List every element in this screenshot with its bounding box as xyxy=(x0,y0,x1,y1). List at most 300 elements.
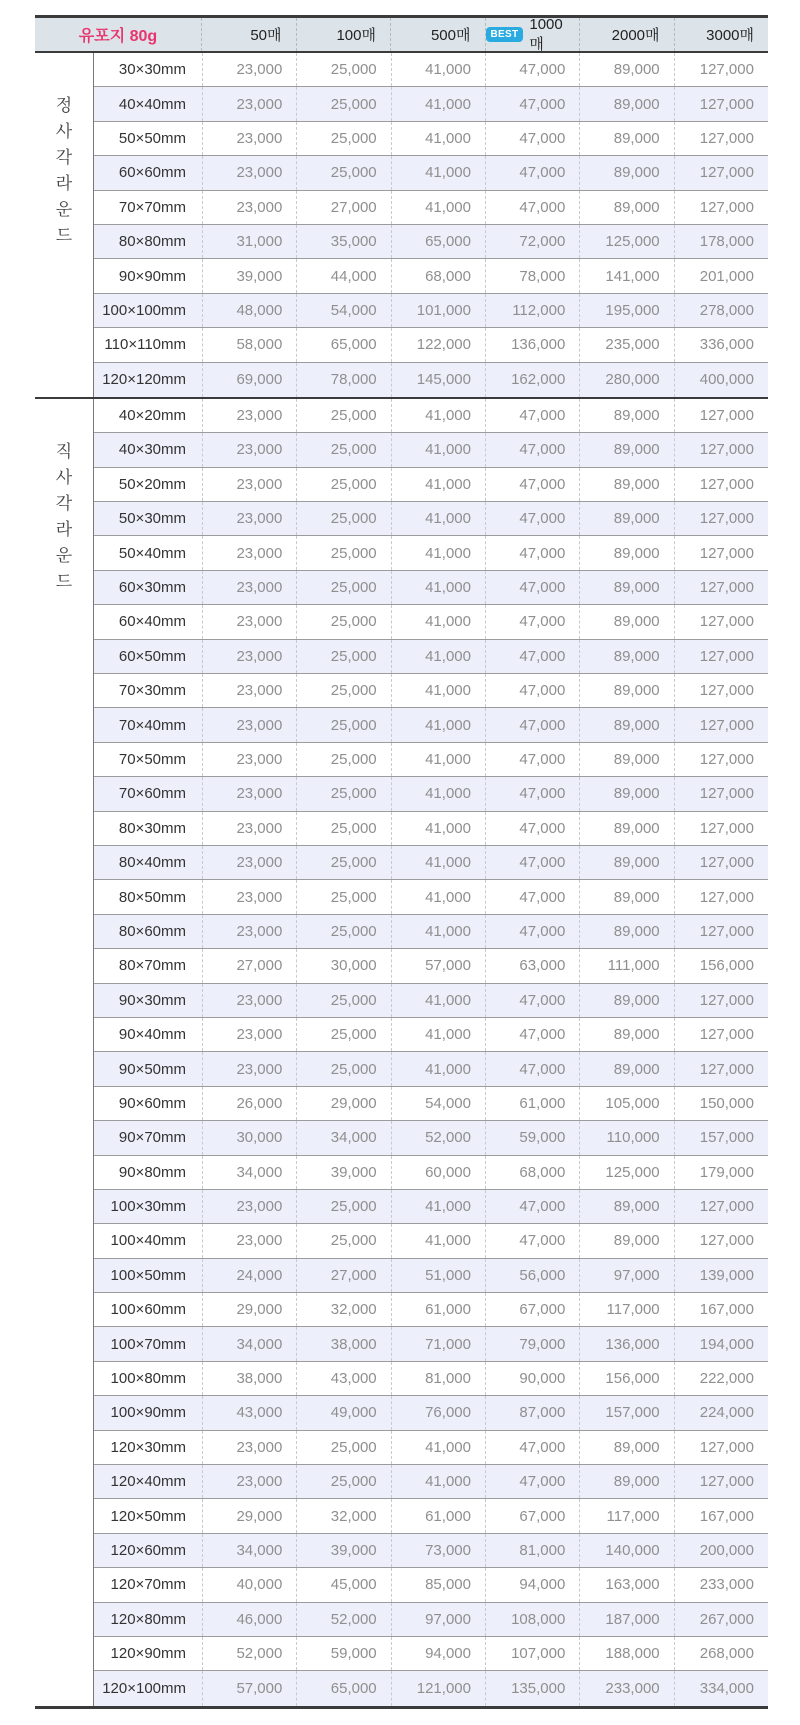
quantity-column-label: 3000매 xyxy=(706,27,754,44)
size-cell: 50×40mm xyxy=(118,544,186,562)
group-label-char: 운 xyxy=(55,545,73,565)
price-cell: 268,000 xyxy=(674,1637,768,1670)
price-cell: 47,000 xyxy=(485,156,579,189)
quantity-column-label: 50매 xyxy=(250,27,282,44)
price-cell: 35,000 xyxy=(296,225,390,258)
price-cell: 145,000 xyxy=(391,363,485,397)
price-cell: 41,000 xyxy=(391,880,485,913)
size-cell: 70×40mm xyxy=(118,716,186,734)
price-cell: 23,000 xyxy=(202,915,296,948)
price-cell: 59,000 xyxy=(296,1637,390,1670)
price-cell: 23,000 xyxy=(202,812,296,845)
price-cell: 127,000 xyxy=(674,1465,768,1498)
price-cell: 29,000 xyxy=(202,1293,296,1326)
price-cell: 89,000 xyxy=(579,708,673,741)
quantity-column-header xyxy=(296,18,391,51)
price-cell: 23,000 xyxy=(202,880,296,913)
price-cell: 89,000 xyxy=(579,743,673,776)
price-cell: 44,000 xyxy=(296,259,390,292)
price-cell: 41,000 xyxy=(391,846,485,879)
table-row xyxy=(94,1121,768,1155)
table-row xyxy=(94,1052,768,1086)
price-cell: 47,000 xyxy=(485,1224,579,1257)
price-cell: 24,000 xyxy=(202,1259,296,1292)
price-cell: 41,000 xyxy=(391,87,485,120)
quantity-column-label: 1000매 xyxy=(529,15,563,53)
price-cell: 34,000 xyxy=(202,1156,296,1189)
price-cell: 89,000 xyxy=(579,571,673,604)
price-cell: 127,000 xyxy=(674,536,768,569)
price-cell: 79,000 xyxy=(485,1327,579,1360)
price-cell: 89,000 xyxy=(579,640,673,673)
size-cell: 60×50mm xyxy=(118,647,186,665)
price-cell: 47,000 xyxy=(485,605,579,638)
table-row xyxy=(94,399,768,433)
price-cell: 41,000 xyxy=(391,674,485,707)
table-row xyxy=(94,777,768,811)
size-cell: 90×80mm xyxy=(118,1163,186,1181)
price-cell: 40,000 xyxy=(202,1568,296,1601)
price-cell: 127,000 xyxy=(674,605,768,638)
price-cell: 58,000 xyxy=(202,328,296,361)
table-row xyxy=(94,1637,768,1671)
price-cell: 89,000 xyxy=(579,846,673,879)
price-cell: 127,000 xyxy=(674,1224,768,1257)
price-cell: 41,000 xyxy=(391,984,485,1017)
price-cell: 27,000 xyxy=(202,949,296,982)
table-row xyxy=(94,812,768,846)
price-cell: 25,000 xyxy=(296,536,390,569)
group-label-char: 드 xyxy=(55,226,73,245)
price-cell: 60,000 xyxy=(391,1156,485,1189)
price-cell: 41,000 xyxy=(391,1465,485,1498)
price-cell: 57,000 xyxy=(391,949,485,982)
price-cell: 23,000 xyxy=(202,1018,296,1051)
price-cell: 49,000 xyxy=(296,1396,390,1429)
price-cell: 85,000 xyxy=(391,1568,485,1601)
price-cell: 25,000 xyxy=(296,1052,390,1085)
size-cell: 90×40mm xyxy=(118,1026,186,1044)
price-cell: 127,000 xyxy=(674,433,768,466)
price-cell: 111,000 xyxy=(579,949,673,982)
price-cell: 23,000 xyxy=(202,156,296,189)
price-cell: 23,000 xyxy=(202,640,296,673)
quantity-column-header xyxy=(201,18,296,51)
table-row xyxy=(94,1362,768,1396)
price-cell: 78,000 xyxy=(485,259,579,292)
price-cell: 127,000 xyxy=(674,674,768,707)
price-cell: 163,000 xyxy=(579,1568,673,1601)
price-cell: 47,000 xyxy=(485,502,579,535)
price-cell: 47,000 xyxy=(485,640,579,673)
price-cell: 47,000 xyxy=(485,846,579,879)
size-group xyxy=(35,53,768,399)
price-cell: 127,000 xyxy=(674,880,768,913)
price-cell: 47,000 xyxy=(485,399,579,432)
price-cell: 23,000 xyxy=(202,777,296,810)
price-cell: 25,000 xyxy=(296,1431,390,1464)
price-cell: 25,000 xyxy=(296,846,390,879)
group-rows xyxy=(93,399,768,1706)
group-label-char: 각 xyxy=(55,148,73,167)
price-cell: 47,000 xyxy=(485,1018,579,1051)
price-cell: 200,000 xyxy=(674,1534,768,1567)
table-row xyxy=(94,674,768,708)
price-cell: 34,000 xyxy=(202,1327,296,1360)
price-cell: 25,000 xyxy=(296,743,390,776)
price-cell: 89,000 xyxy=(579,1431,673,1464)
price-cell: 280,000 xyxy=(579,363,673,397)
price-cell: 25,000 xyxy=(296,156,390,189)
price-cell: 61,000 xyxy=(391,1293,485,1326)
table-row xyxy=(94,1534,768,1568)
price-cell: 43,000 xyxy=(202,1396,296,1429)
price-cell: 136,000 xyxy=(485,328,579,361)
price-cell: 89,000 xyxy=(579,502,673,535)
price-cell: 23,000 xyxy=(202,399,296,432)
price-cell: 400,000 xyxy=(674,363,768,397)
group-label-char: 드 xyxy=(55,571,73,591)
price-cell: 25,000 xyxy=(296,53,390,86)
price-cell: 127,000 xyxy=(674,53,768,86)
price-cell: 162,000 xyxy=(485,363,579,397)
price-cell: 135,000 xyxy=(485,1671,579,1705)
price-cell: 25,000 xyxy=(296,812,390,845)
size-cell: 100×60mm xyxy=(110,1301,186,1319)
price-cell: 47,000 xyxy=(485,433,579,466)
price-cell: 54,000 xyxy=(296,294,390,327)
price-cell: 117,000 xyxy=(579,1499,673,1532)
price-cell: 23,000 xyxy=(202,674,296,707)
table-row xyxy=(94,1293,768,1327)
price-cell: 23,000 xyxy=(202,87,296,120)
price-cell: 52,000 xyxy=(202,1637,296,1670)
price-cell: 25,000 xyxy=(296,674,390,707)
price-cell: 47,000 xyxy=(485,1465,579,1498)
size-cell: 120×30mm xyxy=(110,1438,186,1456)
price-cell: 89,000 xyxy=(579,605,673,638)
price-cell: 41,000 xyxy=(391,191,485,224)
size-cell: 90×30mm xyxy=(118,991,186,1009)
size-cell: 80×40mm xyxy=(118,854,186,872)
price-cell: 34,000 xyxy=(202,1534,296,1567)
price-cell: 125,000 xyxy=(579,1156,673,1189)
price-cell: 41,000 xyxy=(391,708,485,741)
table-row xyxy=(94,915,768,949)
price-cell: 25,000 xyxy=(296,984,390,1017)
price-cell: 47,000 xyxy=(485,708,579,741)
price-cell: 25,000 xyxy=(296,708,390,741)
table-row xyxy=(94,433,768,467)
best-badge: BEST xyxy=(486,27,524,42)
price-cell: 89,000 xyxy=(579,122,673,155)
price-cell: 47,000 xyxy=(485,53,579,86)
price-cell: 81,000 xyxy=(391,1362,485,1395)
group-label-char: 사 xyxy=(55,122,73,141)
price-cell: 41,000 xyxy=(391,640,485,673)
price-cell: 140,000 xyxy=(579,1534,673,1567)
price-cell: 89,000 xyxy=(579,399,673,432)
price-cell: 38,000 xyxy=(296,1327,390,1360)
price-cell: 67,000 xyxy=(485,1499,579,1532)
size-cell: 120×60mm xyxy=(110,1541,186,1559)
price-cell: 127,000 xyxy=(674,87,768,120)
price-cell: 65,000 xyxy=(391,225,485,258)
table-row xyxy=(94,1671,768,1705)
table-row xyxy=(94,502,768,536)
size-cell: 100×40mm xyxy=(110,1232,186,1250)
price-cell: 68,000 xyxy=(485,1156,579,1189)
table-row xyxy=(94,640,768,674)
price-cell: 89,000 xyxy=(579,191,673,224)
size-cell: 40×30mm xyxy=(118,441,186,459)
table-row xyxy=(94,259,768,293)
price-cell: 25,000 xyxy=(296,468,390,501)
price-cell: 127,000 xyxy=(674,156,768,189)
price-cell: 23,000 xyxy=(202,984,296,1017)
price-cell: 23,000 xyxy=(202,1431,296,1464)
price-cell: 105,000 xyxy=(579,1087,673,1120)
price-cell: 30,000 xyxy=(296,949,390,982)
price-cell: 41,000 xyxy=(391,743,485,776)
price-cell: 25,000 xyxy=(296,777,390,810)
price-cell: 89,000 xyxy=(579,1052,673,1085)
price-cell: 76,000 xyxy=(391,1396,485,1429)
price-cell: 47,000 xyxy=(485,880,579,913)
group-label-char: 운 xyxy=(55,200,73,219)
price-cell: 25,000 xyxy=(296,433,390,466)
price-cell: 25,000 xyxy=(296,880,390,913)
price-cell: 89,000 xyxy=(579,1018,673,1051)
price-cell: 71,000 xyxy=(391,1327,485,1360)
price-cell: 47,000 xyxy=(485,571,579,604)
price-cell: 97,000 xyxy=(391,1603,485,1636)
table-row xyxy=(94,1327,768,1361)
quantity-header-columns xyxy=(201,15,768,53)
price-cell: 127,000 xyxy=(674,640,768,673)
price-cell: 235,000 xyxy=(579,328,673,361)
price-cell: 41,000 xyxy=(391,433,485,466)
group-label-char: 라 xyxy=(55,174,73,193)
table-row xyxy=(94,87,768,121)
price-cell: 87,000 xyxy=(485,1396,579,1429)
price-cell: 41,000 xyxy=(391,156,485,189)
price-cell: 222,000 xyxy=(674,1362,768,1395)
price-cell: 156,000 xyxy=(579,1362,673,1395)
price-cell: 136,000 xyxy=(579,1327,673,1360)
table-row xyxy=(94,1190,768,1224)
size-cell: 120×100mm xyxy=(102,1680,186,1698)
price-cell: 41,000 xyxy=(391,1190,485,1223)
table-row xyxy=(94,156,768,190)
table-row xyxy=(94,328,768,362)
price-cell: 68,000 xyxy=(391,259,485,292)
price-cell: 25,000 xyxy=(296,122,390,155)
table-row xyxy=(94,1396,768,1430)
table-row xyxy=(94,708,768,742)
price-cell: 25,000 xyxy=(296,640,390,673)
price-cell: 89,000 xyxy=(579,53,673,86)
price-cell: 23,000 xyxy=(202,122,296,155)
price-cell: 150,000 xyxy=(674,1087,768,1120)
price-cell: 127,000 xyxy=(674,1431,768,1464)
price-cell: 127,000 xyxy=(674,571,768,604)
price-cell: 25,000 xyxy=(296,915,390,948)
price-cell: 127,000 xyxy=(674,468,768,501)
price-cell: 90,000 xyxy=(485,1362,579,1395)
price-cell: 48,000 xyxy=(202,294,296,327)
price-cell: 156,000 xyxy=(674,949,768,982)
price-cell: 117,000 xyxy=(579,1293,673,1326)
price-cell: 110,000 xyxy=(579,1121,673,1154)
price-cell: 278,000 xyxy=(674,294,768,327)
price-cell: 27,000 xyxy=(296,191,390,224)
size-cell: 120×90mm xyxy=(110,1645,186,1663)
price-cell: 127,000 xyxy=(674,743,768,776)
price-cell: 25,000 xyxy=(296,571,390,604)
price-cell: 141,000 xyxy=(579,259,673,292)
price-cell: 125,000 xyxy=(579,225,673,258)
price-cell: 127,000 xyxy=(674,915,768,948)
size-cell: 70×50mm xyxy=(118,751,186,768)
price-cell: 89,000 xyxy=(579,87,673,120)
group-label xyxy=(35,93,93,249)
table-row xyxy=(94,949,768,983)
price-cell: 127,000 xyxy=(674,1190,768,1223)
price-cell: 23,000 xyxy=(202,53,296,86)
table-header xyxy=(35,15,768,53)
table-row xyxy=(94,605,768,639)
price-cell: 41,000 xyxy=(391,536,485,569)
price-cell: 25,000 xyxy=(296,1018,390,1051)
price-cell: 46,000 xyxy=(202,1603,296,1636)
table-row xyxy=(94,743,768,777)
price-cell: 41,000 xyxy=(391,53,485,86)
price-cell: 127,000 xyxy=(674,812,768,845)
price-cell: 127,000 xyxy=(674,502,768,535)
price-cell: 73,000 xyxy=(391,1534,485,1567)
quantity-column-label: 100매 xyxy=(336,27,376,44)
paper-type-header: 유포지 80g xyxy=(78,28,158,45)
price-cell: 112,000 xyxy=(485,294,579,327)
price-cell: 23,000 xyxy=(202,502,296,535)
price-cell: 94,000 xyxy=(391,1637,485,1670)
price-cell: 97,000 xyxy=(579,1259,673,1292)
table-row xyxy=(94,1018,768,1052)
table-row xyxy=(94,363,768,397)
price-cell: 25,000 xyxy=(296,1190,390,1223)
price-cell: 157,000 xyxy=(674,1121,768,1154)
size-cell: 70×60mm xyxy=(118,785,186,803)
group-label-char: 각 xyxy=(55,493,73,513)
price-cell: 41,000 xyxy=(391,399,485,432)
size-cell: 80×50mm xyxy=(118,888,186,906)
price-cell: 81,000 xyxy=(485,1534,579,1567)
table-row xyxy=(94,1259,768,1293)
size-cell: 120×120mm xyxy=(102,371,186,389)
price-cell: 127,000 xyxy=(674,846,768,879)
price-cell: 65,000 xyxy=(296,1671,390,1705)
price-cell: 39,000 xyxy=(296,1534,390,1567)
group-label-char: 직 xyxy=(55,441,73,461)
quantity-column-label: 2000매 xyxy=(611,27,660,44)
price-cell: 194,000 xyxy=(674,1327,768,1360)
price-cell: 23,000 xyxy=(202,536,296,569)
price-cell: 23,000 xyxy=(202,1465,296,1498)
price-cell: 34,000 xyxy=(296,1121,390,1154)
size-cell: 70×70mm xyxy=(118,198,186,216)
price-cell: 89,000 xyxy=(579,777,673,810)
price-cell: 47,000 xyxy=(485,191,579,224)
table-row xyxy=(94,53,768,87)
price-cell: 30,000 xyxy=(202,1121,296,1154)
price-cell: 23,000 xyxy=(202,1190,296,1223)
price-cell: 167,000 xyxy=(674,1293,768,1326)
price-cell: 89,000 xyxy=(579,536,673,569)
size-cell: 60×60mm xyxy=(118,164,186,182)
table-row xyxy=(94,468,768,502)
price-cell: 121,000 xyxy=(391,1671,485,1705)
price-cell: 41,000 xyxy=(391,468,485,501)
table-row xyxy=(94,1224,768,1258)
group-label-char: 사 xyxy=(55,467,73,487)
price-cell: 29,000 xyxy=(296,1087,390,1120)
price-cell: 179,000 xyxy=(674,1156,768,1189)
price-cell: 47,000 xyxy=(485,777,579,810)
price-cell: 267,000 xyxy=(674,1603,768,1636)
price-cell: 54,000 xyxy=(391,1087,485,1120)
table-row xyxy=(94,225,768,259)
group-label xyxy=(35,439,93,595)
size-cell: 30×30mm xyxy=(118,61,186,79)
table-row xyxy=(94,1465,768,1499)
size-cell: 110×110mm xyxy=(104,336,186,354)
price-cell: 29,000 xyxy=(202,1499,296,1532)
size-cell: 100×70mm xyxy=(110,1335,186,1353)
size-cell: 80×60mm xyxy=(118,922,186,940)
size-cell: 100×50mm xyxy=(110,1266,186,1284)
price-cell: 25,000 xyxy=(296,605,390,638)
price-cell: 41,000 xyxy=(391,1431,485,1464)
price-cell: 23,000 xyxy=(202,605,296,638)
price-cell: 39,000 xyxy=(202,259,296,292)
size-cell: 120×40mm xyxy=(110,1473,186,1491)
price-cell: 63,000 xyxy=(485,949,579,982)
price-cell: 43,000 xyxy=(296,1362,390,1395)
price-cell: 25,000 xyxy=(296,1465,390,1498)
price-cell: 61,000 xyxy=(485,1087,579,1120)
price-cell: 27,000 xyxy=(296,1259,390,1292)
quantity-column-header xyxy=(485,15,580,53)
size-cell: 50×50mm xyxy=(118,129,186,147)
table-row xyxy=(94,571,768,605)
price-cell: 41,000 xyxy=(391,812,485,845)
price-cell: 23,000 xyxy=(202,1224,296,1257)
quantity-column-header xyxy=(390,18,485,51)
price-cell: 201,000 xyxy=(674,259,768,292)
price-cell: 157,000 xyxy=(579,1396,673,1429)
price-cell: 89,000 xyxy=(579,468,673,501)
price-cell: 89,000 xyxy=(579,880,673,913)
price-table xyxy=(35,15,768,1709)
price-cell: 56,000 xyxy=(485,1259,579,1292)
price-cell: 39,000 xyxy=(296,1156,390,1189)
price-cell: 59,000 xyxy=(485,1121,579,1154)
price-cell: 52,000 xyxy=(296,1603,390,1636)
price-cell: 72,000 xyxy=(485,225,579,258)
price-cell: 89,000 xyxy=(579,812,673,845)
size-cell: 80×80mm xyxy=(118,233,186,251)
